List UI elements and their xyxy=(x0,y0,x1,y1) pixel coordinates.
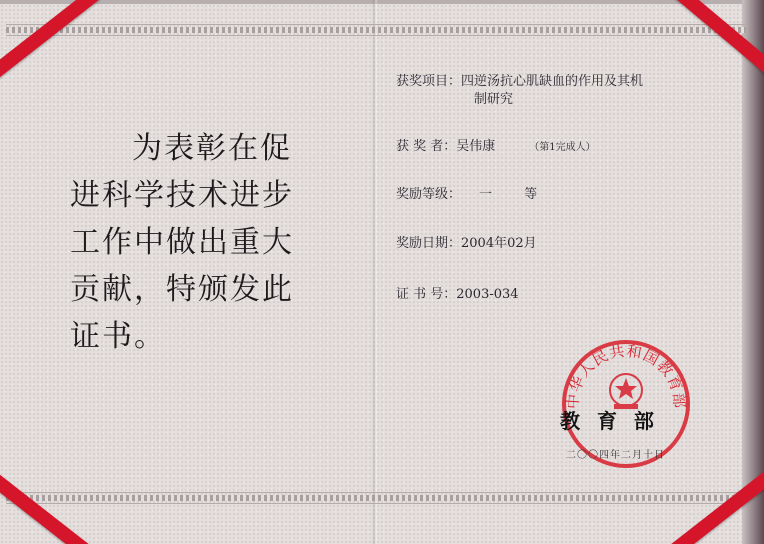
award-date-value: 2004年02月 xyxy=(461,236,537,251)
seal-text: 中华人民共和国教育部 xyxy=(563,341,689,410)
winner-value: 吴伟康 xyxy=(456,139,496,154)
citation-line: 为表彰在促 xyxy=(132,131,292,166)
top-border-pattern xyxy=(6,24,746,36)
certificate-number-field xyxy=(396,286,519,303)
bottom-border-pattern xyxy=(6,492,746,504)
award-date-label: 奖励日期： xyxy=(396,236,462,251)
citation-line: 贡献，特颁发此 xyxy=(70,272,294,307)
award-project-label: 获奖项目： xyxy=(396,74,462,89)
winner-label: 获 奖 者： xyxy=(396,139,457,154)
certificate-top-edge xyxy=(0,0,764,4)
citation-line: 进科学技术进步 xyxy=(70,178,294,213)
award-level-value: 一 等 xyxy=(479,187,552,202)
cover-edge xyxy=(742,0,764,544)
citation-line: 工作中做出重大 xyxy=(70,225,294,260)
award-project-field xyxy=(396,73,644,107)
award-project-value: 四逆汤抗心肌缺血的作用及其机 xyxy=(461,74,644,89)
certificate-number-label: 证 书 号： xyxy=(396,287,457,302)
center-fold xyxy=(372,0,378,544)
national-emblem-icon xyxy=(610,374,642,409)
award-project-value-cont: 制研究 xyxy=(474,92,514,107)
award-date-field xyxy=(396,235,537,252)
award-level-label: 奖励等级： xyxy=(396,187,462,202)
issuing-authority: 教 育 部 xyxy=(560,409,659,433)
award-level-field xyxy=(396,186,551,203)
winner-field xyxy=(396,138,596,156)
certificate-number-value: 2003-034 xyxy=(456,287,519,302)
corner-ribbon-top-left xyxy=(0,0,99,86)
citation-line: 证书。 xyxy=(70,319,166,354)
winner-rank-note: （第1完成人） xyxy=(529,142,596,153)
citation-text xyxy=(70,125,350,360)
issue-date: 二〇〇四年二月十日 xyxy=(566,450,665,461)
